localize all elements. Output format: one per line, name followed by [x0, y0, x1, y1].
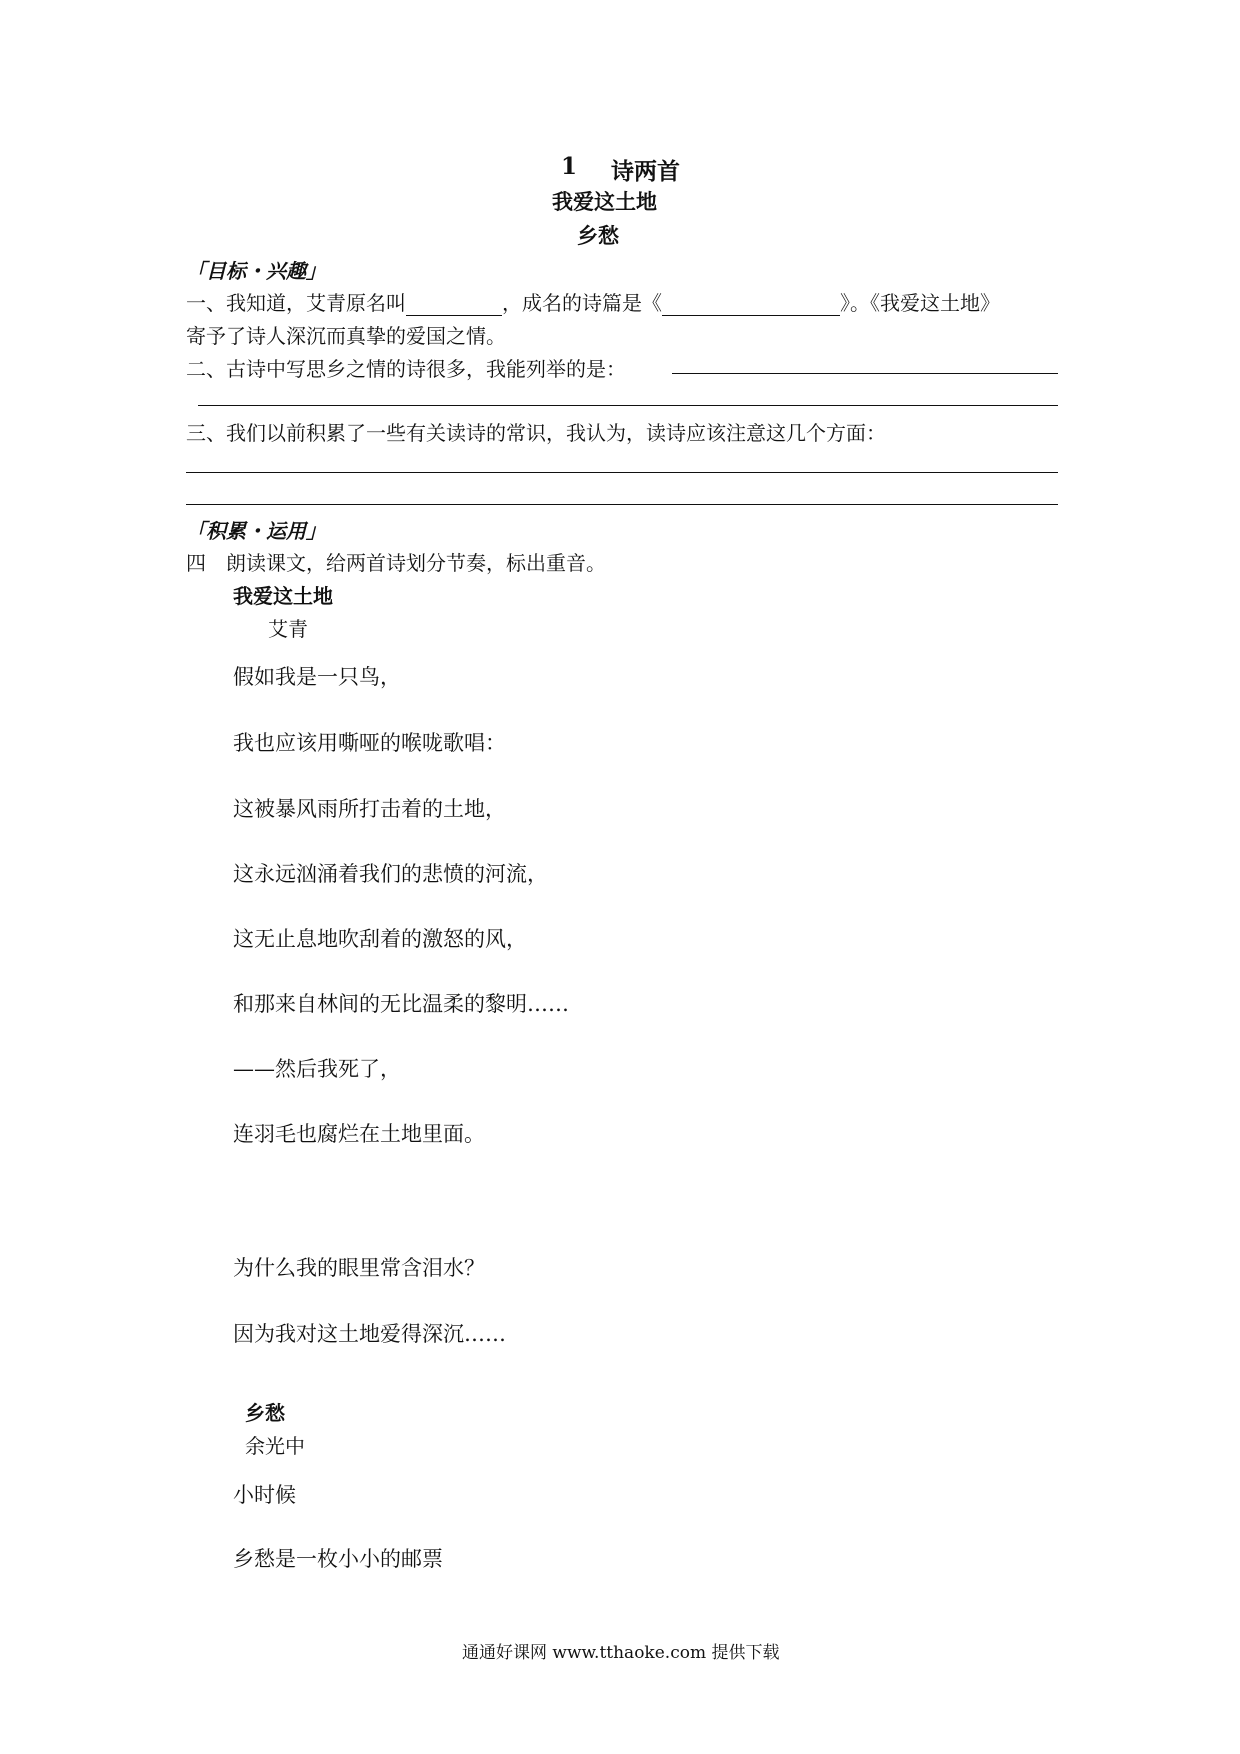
question-1-suffix: 》。《我爱这土地》 [840, 291, 1000, 315]
poem1-line: ——然后我死了， [233, 1057, 401, 1081]
poem2-line: 小时候 [233, 1483, 296, 1507]
poem2-line: 乡愁是一枚小小的邮票 [233, 1547, 443, 1571]
poem1-line: 连羽毛也腐烂在土地里面。 [233, 1122, 485, 1146]
page-footer: 通通好课网 www.tthaoke.com 提供下载 [462, 1643, 780, 1663]
question-1-mid: ，成名的诗篇是《 [502, 291, 662, 315]
poem1-line: 这无止息地吹刮着的激怒的风， [233, 927, 527, 951]
poem1-line: 为什么我的眼里常含泪水？ [233, 1256, 485, 1280]
question-1 [186, 287, 1000, 316]
poem2-title: 乡愁 [245, 1401, 285, 1425]
lesson-title: 诗两首 [611, 158, 680, 185]
answer-line-q3-a[interactable] [186, 472, 1058, 473]
question-1-line2: 寄予了诗人深沉而真挚的爱国之情。 [186, 324, 506, 348]
section-tag-goals: 「目标・兴趣」 [186, 259, 326, 283]
poem1-line: 和那来自林间的无比温柔的黎明…… [233, 992, 569, 1016]
answer-line-q3-b[interactable] [186, 504, 1058, 505]
poem2-heading: 乡愁 [577, 223, 619, 248]
question-1-prefix: 一、我知道，艾青原名叫 [186, 291, 406, 315]
poem1-line: 假如我是一只鸟， [233, 665, 401, 689]
question-2: 二、古诗中写思乡之情的诗很多，我能列举的是： [186, 357, 626, 381]
section-tag-practice: 「积累・运用」 [186, 519, 326, 543]
poem1-line: 这被暴风雨所打击着的土地， [233, 797, 506, 821]
answer-blank-original-name[interactable] [406, 291, 502, 316]
poem1-line: 因为我对这土地爱得深沉…… [233, 1322, 506, 1346]
poem1-line: 我也应该用嘶哑的喉咙歌唱： [233, 731, 506, 755]
question-3: 三、我们以前积累了一些有关读诗的常识，我认为，读诗应该注意这几个方面： [186, 421, 886, 445]
answer-line-q2-b[interactable] [198, 405, 1058, 406]
poem1-line: 这永远汹涌着我们的悲愤的河流， [233, 862, 548, 886]
question-4: 四 朗读课文，给两首诗划分节奏，标出重音。 [186, 551, 606, 575]
answer-line-q2-a[interactable] [672, 373, 1058, 374]
poem1-author: 艾青 [268, 617, 308, 641]
poem1-title: 我爱这土地 [233, 584, 333, 608]
answer-blank-famous-poem[interactable] [662, 291, 840, 316]
poem1-heading: 我爱这土地 [552, 189, 657, 214]
lesson-number: 1 [561, 153, 578, 180]
poem2-author: 余光中 [245, 1434, 305, 1458]
